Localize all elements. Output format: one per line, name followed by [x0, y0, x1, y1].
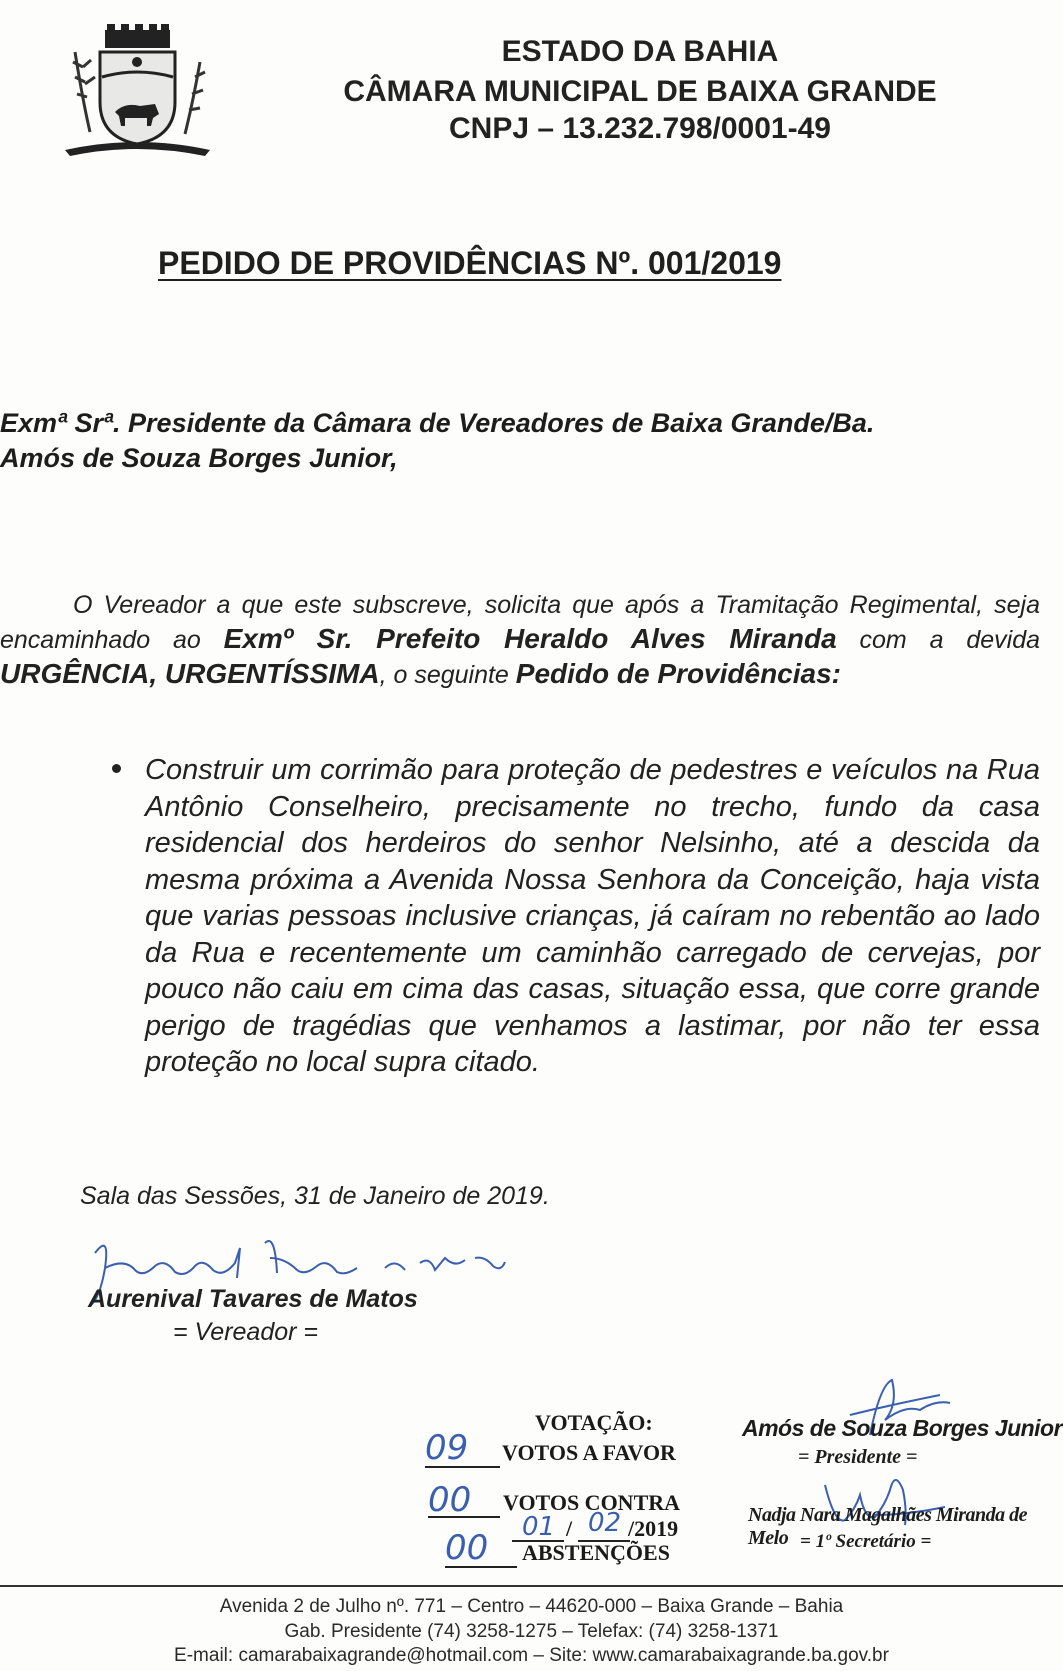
contra-label: VOTOS CONTRA: [503, 1490, 681, 1515]
vote-day: 01: [522, 1512, 556, 1542]
intro-mayor: Exmº Sr. Prefeito Heraldo Alves Miranda: [223, 623, 837, 654]
secretary-name: Nadja Nara Magalhães Miranda de Melo: [748, 1504, 1027, 1549]
header-state: ESTADO DA BAHIA: [501, 35, 779, 68]
signer-role: = Vereador =: [173, 1318, 319, 1346]
addressee-line-1: Exmª Srª. Presidente da Câmara de Vereadores de Baixa Grande/Ba.: [0, 408, 875, 438]
contra-underline: [428, 1516, 500, 1518]
request-item: Construir um corrimão para proteção de pedestres e veículos na Rua Antônio Conselheiro, precisamente no trecho, fundo da casa residencial dos herdeiros do senhor Nelsinho, até a descida da mesma próxima a Avenida Nossa Senhora da Conceição, haja vista que varias pessoas inclusive crianças, já caíram no rebentão ao lado da Rua e recentemente um caminhão carregado de cervejas, por pouco não caiu em cima das casas, situação essa, que corre grande perigo de tragédias que venhamos a lastimar, por não ter essa proteção no local supra citado.: [145, 754, 1040, 1078]
date-line: Sala das Sessões, 31 de Janeiro de 2019.: [80, 1182, 550, 1210]
abstention-count: 00: [445, 1528, 489, 1568]
header-chamber: CÂMARA MUNICIPAL DE BAIXA GRANDE: [343, 75, 937, 108]
voting-heading: VOTAÇÃO:: [535, 1410, 653, 1435]
vote-month: 02: [588, 1508, 622, 1538]
secretary-role: = 1º Secretário =: [800, 1531, 932, 1552]
intro-paragraph: [0, 588, 1040, 692]
favor-underline: [425, 1466, 500, 1468]
abstention-label: ABSTENÇÕES: [522, 1540, 670, 1565]
intro-text-3: , o seguinte: [379, 661, 516, 689]
document-title: PEDIDO DE PROVIDÊNCIAS Nº. 001/2019: [158, 245, 782, 281]
president-name: Amós de Souza Borges Junior: [742, 1415, 1063, 1441]
footer-contact: E-mail: camarabaixagrande@hotmail.com – Site: www.camarabaixagrande.ba.gov.br: [174, 1645, 889, 1666]
signer-name: Aurenival Tavares de Matos: [88, 1285, 418, 1313]
intro-text-2: com a devida: [836, 626, 1041, 654]
bullet-marker: [112, 764, 121, 773]
footer-divider: [0, 1585, 1063, 1587]
addressee-line-2: Amós de Souza Borges Junior,: [0, 443, 398, 473]
contra-count: 00: [428, 1480, 472, 1520]
vote-year: /2019: [628, 1516, 679, 1541]
intro-text-1: O Vereador a que este subscreve, solicita que após a Tramitação Regimental, seja encaminhado ao: [0, 591, 1040, 654]
header-cnpj: CNPJ – 13.232.798/0001-49: [449, 112, 831, 145]
intro-urgency: URGÊNCIA, URGENTÍSSIMA: [0, 658, 380, 689]
footer-phones: Gab. Presidente (74) 3258-1275 – Telefax: (74) 3258-1371: [284, 1621, 779, 1642]
municipal-crest-icon: [55, 22, 220, 162]
abstention-underline: [445, 1566, 517, 1568]
intro-request: Pedido de Providências:: [515, 658, 841, 689]
footer-address: Avenida 2 de Julho nº. 771 – Centro – 44620-000 – Baixa Grande – Bahia: [219, 1596, 844, 1617]
favor-count: 09: [425, 1428, 469, 1468]
president-role: = Presidente =: [798, 1446, 918, 1468]
favor-label: VOTOS A FAVOR: [502, 1440, 676, 1465]
